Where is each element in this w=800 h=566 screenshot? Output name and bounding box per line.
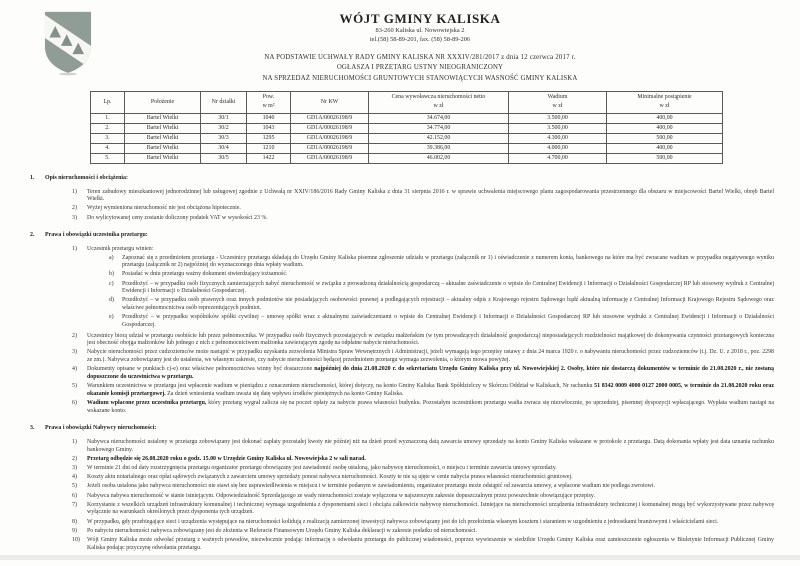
table-row <box>91 133 723 143</box>
item-text: Wadium wpłacone przez uczestnika przetargu, który przetarg wygrał zalicza się na poczet opłaty za nabycie prawa własności budynku. Pozostałym uczestnikom przetargu wadia zwraca się niezwłocznie, po uprzedniej, pisemnej dyspozycji wpłacającego. Wypłata wadium nastąpi na wskazane konto. <box>87 399 774 414</box>
page-title: WÓJT GMINY KALISKA <box>339 11 501 26</box>
section-prawa-uczestnika <box>30 232 774 415</box>
table-cell: 4. <box>91 143 125 153</box>
sub-list-item <box>109 281 774 296</box>
address-line-1: 83-260 Kaliska ul. Nowowiejska 2 <box>375 27 465 34</box>
table-cell: 1040 <box>247 113 291 123</box>
item-marker: 9) <box>72 527 77 534</box>
table-cell: GD1A/00026198/9 <box>291 123 369 133</box>
table-cell: 5. <box>91 153 125 163</box>
list-item <box>72 519 774 527</box>
section-number: 1. <box>30 174 35 181</box>
document-header <box>0 0 800 84</box>
item-marker: 3) <box>72 349 77 356</box>
item-text: Przedłożyć – w przypadku osób prawnych oraz innych podmiotów nie posiadających osobowości prawnej a podlegających rejestracji – aktualny odpis z Krajowego rejestru Sądowego bądź aktualną informację z Centralnej Informacji Krajowego Rejestru Sądowego oraz właściwe pełnomocnictwa osób reprezentujących podmiot. <box>122 297 774 312</box>
table-cell: 400,00 <box>607 143 723 153</box>
table-cell: 1422 <box>247 153 291 163</box>
table-cell: 4.700,00 <box>509 153 607 163</box>
item-text: Wójt Gminy Kaliska może odwołać przetarg z ważnych powodów, niezwłocznie podając informację o odwołaniu przetargu do publicznej wiadomości, poprzez wywieszenie w siedzibie Urzędu Gminy Kaliska oraz zamieszczenie ogłoszenia w Biuletynie Informacji Publicznej Gminy Kaliska podając przyczynę odwołania przetargu. <box>87 536 774 551</box>
header-text-block <box>40 11 760 84</box>
table-cell: 4.000,00 <box>509 143 607 153</box>
item-marker: 1) <box>72 188 77 195</box>
section-heading <box>30 175 774 183</box>
item-text: Nabycie nieruchomości przez cudzoziemców może nastąpić w przypadku uzyskania zezwolenia Ministra Spraw Wewnętrznych i Administracji, jeżeli wymagają tego przepisy ustawy z dnia 24 marca 1920 r. o nabywaniu nieruchomości przez cudzoziemców (t.j. Dz. U. z 2018 r., poz. 2298 ze zm.). Nabywca zobowiązany jest do ustalenia, we własnym zakresie, czy nabycie nieruchomości będącej przedmiotem przetargu wymaga zezwolenia, o którym mowa powyżej. <box>87 349 774 364</box>
table-header-cell-nr-dzialki: Nr działki <box>201 91 247 113</box>
item-text: W terminie 21 dni od daty rozstrzygnięcia przetargu organizator przetargu obowiązany jest zawiadomić osobę ustaloną, jako nabywcę nieruchomości, o miejscu i terminie zawarcia umowy sprzedaży. <box>87 465 557 471</box>
section-number: 2. <box>30 232 35 239</box>
item-text: Teren zabudowy mieszkaniowej jednorodzinnej lub usługowej zgodnie z Uchwałą nr XXIV/186/2016 Rady Gminy Kaliska z dnia 31 sierpnia 2016 r. w sprawie uchwalenia miejscowego planu zagospodarowania przestrzennego dla obszaru w miejscowości Bartel Wielki, obręb Bartel Wielki. <box>87 188 774 203</box>
scan-artifact <box>0 555 800 560</box>
table-cell: 30/3 <box>201 133 247 143</box>
item-marker: 5) <box>72 483 77 490</box>
table-cell: 1295 <box>247 133 291 143</box>
list-item <box>72 465 774 473</box>
table-cell: 46.002,00 <box>369 153 509 163</box>
coat-of-arms-icon <box>36 8 100 76</box>
table-cell: GD1A/00026198/9 <box>291 153 369 163</box>
item-text: Jeżeli osoba ustalona jako nabywca nieruchomości nie stawi się bez usprawiedliwienia w miejscu i w terminie podanym w zawiadomieniu, organizator przetargu może odstąpić od zawarcia umowy, a wpłacone wadium nie podlega zwrotowi. <box>87 483 655 490</box>
item-marker: 4) <box>72 366 77 373</box>
table-cell: 42.152,00 <box>369 133 509 143</box>
table-row <box>91 123 723 133</box>
item-text: Uczestnicy biorą udział w przetargu osobiście lub przez pełnomocnika. W przypadku osób fizycznych pozostających w związku małżeńskim (w tym prowadzących działalność gospodarczą) nieposiadających rozdzielności majątkowej do dokonywania czynności przetargowych konieczna jest obecność obojga małżonków lub jednego z nich z pełnomocnictwem małżonka zawierającym zgodę na odpłatne nabycie nieruchomości. <box>87 332 774 347</box>
item-text: Nabywca nieruchomości ustalony w przetargu zobowiązany jest dokonać zapłaty pozostałej kwoty nie później niż na dzień przed wyznaczoną datą zawarcia umowy sprzedaży na konto Gminy Kaliska wskazane w protokole z przetargu. Datą dokonania wpłaty jest data uznania rachunku bankowego Gminy. <box>87 438 774 453</box>
table-header-cell-lp: Lp. <box>91 91 125 113</box>
sub-list <box>109 255 774 330</box>
list-item <box>72 439 774 454</box>
item-marker: 3) <box>72 214 77 221</box>
item-marker: 1) <box>72 245 77 252</box>
item-marker: 3) <box>72 465 77 471</box>
item-text: Nabywca nabywa nieruchomość w stanie istniejącym. Odpowiedzialność Sprzedającego ze wady nieruchomości zostaje wyłączona w najszerszym zakresie dopuszczalnym przez powszechnie obowiązujące przepisy. <box>87 492 595 499</box>
list-item <box>72 456 774 464</box>
list-item <box>72 537 774 552</box>
table-cell: GD1A/00026198/9 <box>291 133 369 143</box>
table-cell: 500,00 <box>607 133 723 143</box>
table-row <box>91 113 723 123</box>
table-header-cell-pow: Pow. w m² <box>247 91 291 113</box>
announcement-line-3: NA SPRZEDAŻ NIERUCHOMOŚCI GRUNTOWYCH STANOWIĄCYCH WASNOŚĆ GMINY KALISKA <box>262 74 578 82</box>
list-item <box>72 246 774 331</box>
address-line-2: tel.(58) 58-89-201, fax. (58) 58-89-206 <box>369 35 471 43</box>
item-text: Przedłożyć – w przypadku wspólników spółki cywilnej – umowę spółki wraz z aktualnymi zaświadczeniami o wpisie do Centralnej Ewidencji i Informacji o Działalności Gospodarczej RP lub stosowne wydruki z Centralnej Ewidencji i Informacji o Działalności Gospodarczej. <box>122 314 774 328</box>
list-item <box>72 366 774 381</box>
list-item <box>72 474 774 482</box>
list-item <box>72 493 774 501</box>
table-cell: 3.500,00 <box>509 123 607 133</box>
table-row <box>91 153 723 163</box>
item-marker: 1) <box>72 438 77 445</box>
item-text: Koszty aktu notarialnego oraz opłat sądowych związanych z zawarciem umowy sprzedaży ponosi nabywca nieruchomości. Koszty te nie są ujęte w cenie nabycia prawa własności nieruchomości gruntowej. <box>87 474 573 481</box>
table-cell: 3.500,00 <box>509 113 607 123</box>
table-cell: 1. <box>91 113 125 123</box>
table-cell: 30/2 <box>201 123 247 133</box>
item-marker: d) <box>109 297 114 304</box>
item-marker: c) <box>109 280 114 287</box>
table-header-cell-nr-kw: Nr KW <box>291 91 369 113</box>
item-marker: e) <box>109 314 114 321</box>
item-text: W przypadku, gdy przebiegające sieci i urządzenia występujące na nieruchomości kolidują z realizacją zamierzonej inwestycji nabywca zobowiązany jest do ich przełożenia własnym kosztem i staraniem w uzgodnieniu z jednostkami branżowymi i właścicielami sieci. <box>87 518 719 525</box>
item-text: Przetarg odbędzie się 26.08.2020 roku o godz. 15.00 w Urzędzie Gminy Kaliska ul. Nowowiejska 2 w sali narad. <box>87 455 366 462</box>
sub-list-item <box>109 297 774 312</box>
section-opis-nieruchomosci <box>30 175 774 222</box>
table-cell: 34.774,00 <box>369 123 509 133</box>
item-marker: 6) <box>72 399 77 406</box>
item-marker: 2) <box>72 332 77 339</box>
item-marker: 2) <box>72 205 77 212</box>
item-text: Przedłożyć – w przypadku osób fizycznych zamierzających nabyć nieruchomość w związku z prowadzoną działalnością gospodarczą – aktualne zaświadczenie o wpisie do Centralnej Ewidencji i Informacji o Działalności Gospodarczej RP lub stosowny wydruk z Centralnej Ewidencji i Informacji o Działalności Gospodarczej. <box>122 280 774 295</box>
item-marker: 5) <box>72 383 77 390</box>
table-cell: Bartel Wielki <box>125 113 201 123</box>
section-title: Prawa i obowiązki uczestnika przetargu: <box>45 232 148 239</box>
section-heading <box>30 232 774 240</box>
table-cell: GD1A/00026198/9 <box>291 113 369 123</box>
table-cell: 1210 <box>247 143 291 153</box>
table-row <box>91 143 723 153</box>
properties-table <box>90 91 723 164</box>
table-header-cell-polozenie: Położenie <box>125 91 201 113</box>
item-text: Dokumenty opisane w punktach c)-e) oraz właściwe pełnomocnictwa winny być dostarczone najpóźniej do dnia 21.08.2020 r. do sekretariatu Urzędu Gminy Kaliska przy ul. Nowowiejskiej 2. Osoby, które nie dostarczą dokumentów w terminie do 21.08.2020 r., nie zostaną dopuszczone do uczestnictwa w przetargu. <box>87 366 774 380</box>
sub-list-item <box>109 271 774 279</box>
table-cell: 34.674,00 <box>369 113 509 123</box>
item-marker: 8) <box>72 518 77 525</box>
table-cell: 39.386,00 <box>369 143 509 153</box>
announcement-line-1: NA PODSTAWIE UCHWAŁY RADY GMINY KALISKA NR XXXIV/281/2017 z dnia 12 czerwca 2017 r. <box>264 54 576 62</box>
item-text: Uczestnik przetargu winien: a) Zapoznać się z przedmiotem przetargu - Uczestnicy przetargu składają do Urzędu Gminy Kaliska pisemne zgłoszenie udziału w przetargu (załącznik nr 1) i oświadczenie z numerem konta, bankowego na które ma być zwracane wadium w przypadku negatywnego wyniku przetargu (załącznik nr 2) najpóźniej do wyznaczonego dnia wpłaty wadium. b) Posiadać w dniu przetargu ważny dokument stwierdzający tożsamość. c) Przedłożyć – w przypadku osób fizycznych zamierzających nabyć nieruchomość w związku z prowadzoną działalnością gospodarczą – aktualne zaświadczenie o wpisie do Centralnej Ewidencji i Informacji o Działalności Gospodarczej RP lub stosowny wydruk z Centralnej Ewidencji i Informacji o Działalności Gospodarczej. d) Przedłożyć – w przypadku osób prawnych oraz innych podmiotów nie posiadających osobowości prawnej a podlegających rejestracji – aktualny odpis z Krajowego rejestru Sądowego bądź aktualną informację z Centralnej Informacji Krajowego Rejestru Sądowego oraz właściwe pełnomocnictwa osób reprezentujących podmiot. e) Przedłożyć – w przypadku wspólników spółki cywilnej – umowę spółki wraz z aktualnymi zaświadczeniami o wpisie do Centralnej Ewidencji i Informacji o Działalności Gospodarczej RP lub stosowne wydruki z Centralnej Ewidencji i Informacji o Działalności Gospodarczej. <box>87 245 774 328</box>
table-cell: 30/4 <box>201 143 247 153</box>
table-header-row <box>91 91 723 113</box>
table-cell: 400,00 <box>607 123 723 133</box>
list-item <box>72 400 774 415</box>
item-marker: 2) <box>72 455 77 462</box>
list-item <box>72 383 774 398</box>
table-header-cell-wadium: Wadium w zł <box>509 91 607 113</box>
sub-list-item <box>109 255 774 270</box>
item-text: Posiadać w dniu przetargu ważny dokument stwierdzający tożsamość. <box>122 271 288 278</box>
list-item <box>72 215 774 223</box>
item-text: Korzystanie z wszelkich urządzeń infrastruktury komunalnej i technicznej wymaga uzgodnienia z dysponentami sieci i obciąża całkowicie nabywcę nieruchomości. Istniejące na nieruchomości urządzenia infrastruktury technicznej i komunalnej mogą być wykorzystywane przez nabywcę wyłącznie na warunkach określonych przez dysponenta tych urządzeń. <box>87 501 774 516</box>
list-item <box>72 483 774 491</box>
list-item <box>72 349 774 364</box>
table-cell: 500,00 <box>607 153 723 163</box>
item-marker: a) <box>109 254 114 261</box>
section-number: 3. <box>30 425 35 432</box>
section-prawa-nabywcy <box>30 425 774 552</box>
list-item <box>72 205 774 213</box>
properties-table-wrap <box>90 91 722 164</box>
item-text: Warunkiem uczestnictwa w przetargu jest wpłacenie wadium w pieniądzu z oznaczeniem nieruchomości, której dotyczy, na konto Gminy Kaliska Bank Spółdzielczy w Skórczu Oddział w Kaliskach, Nr rachunku 51 8342 0009 4000 0127 2000 0005, w terminie do 21.08.2020 roku oraz okazanie komisji przetargowej. Za dzień wniesienia wadium uważa się datę wpływu środków pieniężnych na konto Gminy Kaliska. <box>87 383 774 397</box>
table-cell: Bartel Wielki <box>125 123 201 133</box>
table-header-cell-postapienie: Minimalne postąpienie w zł <box>607 91 723 113</box>
item-text: Po nabyciu nieruchomości nabywca zobowiązany jest do złożenia w Referacie Finansowym Urzędu Gminy Kaliska deklaracji w zakresie podatku od nieruchomości. <box>87 527 477 534</box>
section-title: Prawa i obowiązki Nabywcy nieruchomości: <box>45 425 157 432</box>
table-cell: 1043 <box>247 123 291 133</box>
item-text: Do wylicytowanej ceny zostanie doliczony podatek VAT w wysokości 23 %. <box>87 214 268 221</box>
list-item <box>72 502 774 517</box>
table-header-cell-cena: Cena wywoławcza nieruchomości netto w zł <box>369 91 509 113</box>
table-cell: 30/5 <box>201 153 247 163</box>
item-marker: 4) <box>72 474 77 481</box>
list-item <box>72 333 774 348</box>
table-cell: 30/1 <box>201 113 247 123</box>
announcement-line-2: OGŁASZA I PRZETARG USTNY NIEOGRANICZONY <box>336 64 504 72</box>
table-cell: Bartel Wielki <box>125 153 201 163</box>
list-item <box>72 528 774 536</box>
item-marker: 6) <box>72 492 77 499</box>
table-cell: 4.300,00 <box>509 133 607 143</box>
section-title: Opis nieruchomości i obciążenia: <box>45 174 128 181</box>
list-item <box>72 189 774 204</box>
item-text: Zapoznać się z przedmiotem przetargu - Uczestnicy przetargu składają do Urzędu Gminy Kaliska pisemne zgłoszenie udziału w przetargu (załącznik nr 1) i oświadczenie z numerem konta, bankowego na które ma być zwracane wadium w przypadku negatywnego wyniku przetargu (załącznik nr 2) najpóźniej do wyznaczonego dnia wpłaty wadium. <box>122 254 774 269</box>
document-body <box>30 175 774 552</box>
table-cell: 3. <box>91 133 125 143</box>
sub-list-item <box>109 314 774 329</box>
table-cell: Bartel Wielki <box>125 133 201 143</box>
table-cell: Bartel Wielki <box>125 143 201 153</box>
item-text: Wyżej wymieniona nieruchomość nie jest obciążona hipotecznie. <box>87 205 241 212</box>
item-marker: 7) <box>72 501 77 508</box>
item-marker: b) <box>109 271 114 278</box>
table-cell: 400,00 <box>607 113 723 123</box>
table-cell: GD1A/00026198/9 <box>291 143 369 153</box>
announcement-block <box>80 53 760 84</box>
section-heading <box>30 425 774 433</box>
item-marker: 10) <box>72 536 80 543</box>
table-cell: 2. <box>91 123 125 133</box>
